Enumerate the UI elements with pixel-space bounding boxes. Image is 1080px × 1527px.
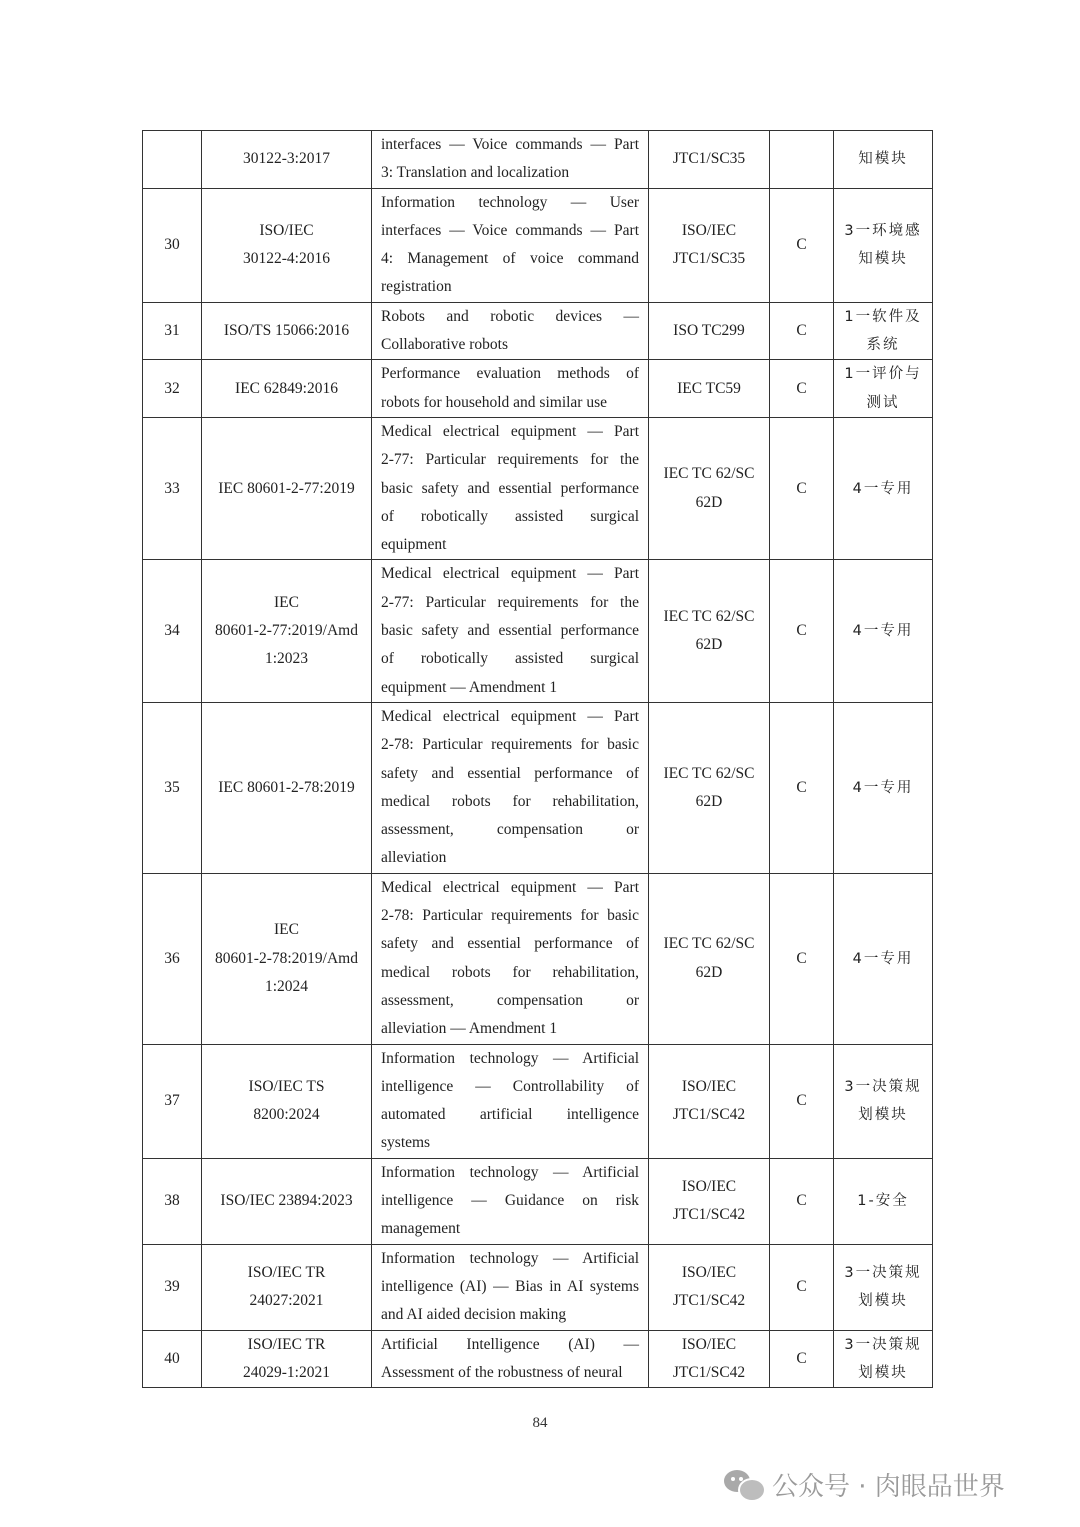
cell-standard-title-line: Collaborative robots	[381, 336, 508, 354]
cell-standard-code	[202, 560, 372, 703]
cell-standard-code-line: IEC 80601-2-78:2019	[218, 778, 355, 796]
cell-standard-title	[372, 873, 649, 1044]
cell-number: 33	[143, 417, 202, 560]
cell-committee-line: JTC1/SC42	[672, 1106, 746, 1124]
cell-standard-title-line: equipment	[381, 536, 447, 554]
cell-category	[834, 131, 933, 189]
standards-table-body	[143, 131, 933, 1388]
cell-category	[834, 302, 933, 360]
cell-number: 38	[143, 1158, 202, 1244]
cell-standard-code-line: 1:2024	[264, 977, 309, 995]
cell-standard-code	[202, 360, 372, 418]
cell-committee-line: IEC TC 62/SC	[663, 935, 755, 953]
table-row	[143, 360, 933, 418]
cell-type	[770, 131, 834, 189]
cell-type: C	[770, 560, 834, 703]
cell-standard-code-line: 80601-2-77:2019/Amd	[215, 622, 358, 640]
cell-standard-title-line: interfaces — Voice commands — Part	[381, 136, 639, 153]
cell-committee-line: ISO/IEC	[681, 1177, 737, 1195]
cell-committee	[649, 360, 770, 418]
wechat-icon	[724, 1468, 764, 1500]
cell-number: 31	[143, 302, 202, 360]
cell-standard-title-line: alleviation — Amendment 1	[381, 1020, 558, 1038]
table-row	[143, 417, 933, 560]
cell-standard-title	[372, 702, 649, 873]
cell-standard-title	[372, 131, 649, 189]
cell-standard-title-line: of robotically assisted surgical	[381, 650, 639, 668]
cell-category-line: 知模块	[858, 151, 908, 168]
cell-standard-title-line: registration	[381, 278, 452, 296]
cell-standard-title	[372, 560, 649, 703]
cell-committee	[649, 1158, 770, 1244]
table-row	[143, 702, 933, 873]
table-row	[143, 302, 933, 360]
cell-committee-line: IEC TC 62/SC	[663, 764, 755, 782]
cell-category-line: 划模块	[858, 1293, 908, 1310]
cell-committee	[649, 1244, 770, 1330]
cell-type: C	[770, 302, 834, 360]
cell-standard-title-line: systems	[381, 1134, 431, 1152]
cell-type: C	[770, 1158, 834, 1244]
cell-standard-code-line: 1:2023	[264, 650, 309, 668]
cell-type: C	[770, 873, 834, 1044]
cell-standard-title-line: and AI aided decision making	[381, 1306, 567, 1324]
cell-standard-code-line: ISO/IEC	[259, 221, 314, 239]
table-row	[143, 1330, 933, 1388]
cell-standard-title-line: Medical electrical equipment — Part	[381, 707, 639, 725]
cell-standard-code-line: 24027:2021	[249, 1292, 324, 1310]
cell-committee	[649, 873, 770, 1044]
watermark-text: 公众号 · 肉眼品世界	[772, 1471, 1005, 1502]
cell-standard-title-line: 4: Management of voice command	[381, 250, 639, 268]
cell-type: C	[770, 1044, 834, 1158]
cell-standard-code-line: 30122-3:2017	[243, 150, 330, 168]
cell-committee-line: JTC1/SC35	[672, 150, 746, 168]
cell-standard-code-line: IEC 62849:2016	[235, 379, 338, 397]
cell-standard-code-line: ISO/IEC 23894:2023	[220, 1192, 353, 1210]
cell-standard-title-line: alleviation	[381, 849, 447, 867]
table-row	[143, 1244, 933, 1330]
cell-standard-code	[202, 131, 372, 189]
cell-standard-title-line: basic safety and essential performance	[381, 622, 639, 640]
cell-category	[834, 417, 933, 560]
cell-standard-code-line: IEC	[274, 593, 299, 611]
cell-standard-title-line: medical robots for rehabilitation,	[381, 792, 639, 810]
cell-category	[834, 188, 933, 302]
table-row	[143, 560, 933, 703]
cell-category-line: 4一专用	[852, 950, 914, 967]
cell-standard-title-line: assessment, compensation or	[381, 821, 639, 839]
cell-standard-title	[372, 188, 649, 302]
cell-standard-code-line: IEC	[274, 921, 299, 939]
cell-committee	[649, 702, 770, 873]
table-row	[143, 131, 933, 189]
cell-committee-line: 62D	[695, 963, 723, 981]
cell-standard-title	[372, 1158, 649, 1244]
cell-standard-title-line: Performance evaluation methods of	[381, 365, 639, 383]
cell-number: 39	[143, 1244, 202, 1330]
cell-standard-title	[372, 1044, 649, 1158]
cell-committee-line: ISO TC299	[673, 321, 745, 339]
cell-category-line: 4一专用	[852, 779, 914, 796]
cell-standard-code	[202, 1244, 372, 1330]
table-row	[143, 873, 933, 1044]
cell-category	[834, 1044, 933, 1158]
cell-type: C	[770, 1244, 834, 1330]
cell-standard-title-line: intelligence — Guidance on risk	[381, 1192, 639, 1210]
cell-category	[834, 1158, 933, 1244]
cell-committee-line: JTC1/SC42	[672, 1363, 746, 1381]
cell-number	[143, 131, 202, 189]
cell-type: C	[770, 188, 834, 302]
table-row	[143, 1044, 933, 1158]
cell-category-line: 4一专用	[852, 480, 914, 497]
cell-committee	[649, 302, 770, 360]
cell-category	[834, 560, 933, 703]
cell-standard-code	[202, 302, 372, 360]
cell-standard-title-line: 2-77: Particular requirements for the	[381, 451, 639, 469]
cell-standard-title-line: 2-77: Particular requirements for the	[381, 593, 639, 611]
cell-standard-title-line: basic safety and essential performance	[381, 479, 639, 497]
cell-type: C	[770, 360, 834, 418]
cell-category-line: 3一决策规	[844, 1264, 922, 1281]
cell-committee	[649, 560, 770, 703]
cell-standard-title-line: Artificial Intelligence (AI) —	[381, 1335, 639, 1353]
cell-committee-line: IEC TC 62/SC	[663, 465, 755, 483]
cell-number: 37	[143, 1044, 202, 1158]
cell-category-line: 1一评价与	[844, 366, 922, 383]
cell-standard-title	[372, 360, 649, 418]
cell-category-line: 1-安全	[857, 1193, 909, 1210]
cell-standard-code-line: IEC 80601-2-77:2019	[218, 479, 355, 497]
cell-standard-title	[372, 1244, 649, 1330]
cell-committee	[649, 1330, 770, 1388]
cell-standard-code-line: ISO/IEC TR	[247, 1335, 326, 1353]
cell-committee	[649, 417, 770, 560]
cell-committee	[649, 1044, 770, 1158]
table-row	[143, 1158, 933, 1244]
cell-number: 32	[143, 360, 202, 418]
cell-committee-line: JTC1/SC35	[672, 250, 746, 268]
cell-category	[834, 360, 933, 418]
cell-category-line: 划模块	[858, 1107, 908, 1124]
cell-standard-title-line: robots for household and similar use	[381, 393, 608, 411]
cell-category-line: 1一软件及	[844, 308, 922, 325]
cell-category-line: 划模块	[858, 1364, 908, 1381]
cell-number: 34	[143, 560, 202, 703]
cell-type: C	[770, 1330, 834, 1388]
cell-standard-title-line: Medical electrical equipment — Part	[381, 565, 639, 583]
cell-number: 35	[143, 702, 202, 873]
cell-category	[834, 873, 933, 1044]
cell-standard-code	[202, 873, 372, 1044]
cell-type: C	[770, 702, 834, 873]
cell-standard-title-line: Assessment of the robustness of neural	[381, 1363, 623, 1381]
cell-committee-line: IEC TC59	[677, 379, 741, 397]
cell-standard-code	[202, 1330, 372, 1388]
cell-standard-code-line: 80601-2-78:2019/Amd	[215, 949, 358, 967]
cell-number: 30	[143, 188, 202, 302]
cell-category-line: 3一决策规	[844, 1078, 922, 1095]
cell-standard-title-line: 3: Translation and localization	[381, 164, 570, 182]
cell-category	[834, 702, 933, 873]
cell-standard-title-line: 2-78: Particular requirements for basic	[381, 736, 639, 754]
cell-standard-title-line: Medical electrical equipment — Part	[381, 878, 639, 896]
cell-standard-code	[202, 1158, 372, 1244]
cell-standard-code-line: 24029-1:2021	[243, 1363, 330, 1381]
page-number: 84	[532, 1415, 548, 1431]
cell-standard-code	[202, 188, 372, 302]
cell-standard-title-line: management	[381, 1220, 461, 1238]
cell-standard-code-line: 30122-4:2016	[243, 250, 330, 268]
cell-standard-title-line: assessment, compensation or	[381, 991, 639, 1009]
cell-standard-title-line: interfaces — Voice commands — Part	[381, 221, 639, 239]
cell-committee-line: 62D	[695, 636, 723, 654]
cell-category	[834, 1244, 933, 1330]
cell-committee	[649, 188, 770, 302]
cell-standard-title	[372, 1330, 649, 1388]
cell-standard-title-line: Medical electrical equipment — Part	[381, 422, 639, 440]
cell-committee-line: JTC1/SC42	[672, 1292, 746, 1310]
cell-committee-line: 62D	[695, 493, 723, 511]
cell-standard-title-line: medical robots for rehabilitation,	[381, 963, 639, 981]
cell-committee-line: 62D	[695, 792, 723, 810]
table-row	[143, 188, 933, 302]
cell-number: 36	[143, 873, 202, 1044]
cell-standard-title	[372, 302, 649, 360]
cell-number: 40	[143, 1330, 202, 1388]
cell-committee-line: ISO/IEC	[681, 1077, 737, 1095]
cell-standard-title-line: intelligence (AI) — Bias in AI systems	[381, 1277, 639, 1295]
standards-table	[142, 130, 933, 1388]
watermark	[724, 1464, 1005, 1504]
cell-standard-title-line: 2-78: Particular requirements for basic	[381, 907, 639, 925]
cell-standard-title-line: equipment — Amendment 1	[381, 678, 558, 696]
cell-standard-title-line: safety and essential performance of	[381, 764, 639, 782]
cell-standard-title-line: automated artificial intelligence	[381, 1106, 639, 1124]
cell-standard-title	[372, 417, 649, 560]
cell-standard-code-line: ISO/IEC TR	[247, 1263, 326, 1281]
cell-standard-title-line: intelligence — Controllability of	[381, 1077, 639, 1095]
cell-committee-line: IEC TC 62/SC	[663, 607, 755, 625]
cell-type: C	[770, 417, 834, 560]
cell-standard-code-line: 8200:2024	[253, 1106, 320, 1124]
cell-category	[834, 1330, 933, 1388]
cell-standard-title-line: Information technology — Artificial	[381, 1249, 639, 1267]
cell-category-line: 知模块	[858, 251, 908, 268]
cell-standard-code	[202, 417, 372, 560]
cell-committee-line: ISO/IEC	[681, 221, 737, 239]
cell-committee-line: ISO/IEC	[681, 1263, 737, 1281]
cell-standard-code	[202, 1044, 372, 1158]
cell-standard-title-line: Robots and robotic devices —	[381, 307, 639, 325]
cell-standard-title-line: safety and essential performance of	[381, 935, 639, 953]
cell-standard-code	[202, 702, 372, 873]
cell-standard-title-line: of robotically assisted surgical	[381, 507, 639, 525]
cell-category-line: 3一决策规	[844, 1336, 922, 1353]
cell-category-line: 4一专用	[852, 623, 914, 640]
cell-standard-title-line: Information technology — Artificial	[381, 1049, 639, 1067]
cell-category-line: 系统	[866, 337, 900, 354]
cell-standard-title-line: Information technology — User	[381, 193, 639, 211]
cell-committee-line: JTC1/SC42	[672, 1206, 746, 1224]
cell-standard-code-line: ISO/TS 15066:2016	[223, 321, 350, 339]
cell-category-line: 3一环境感	[844, 222, 922, 239]
cell-committee-line: ISO/IEC	[681, 1335, 737, 1353]
cell-category-line: 测试	[866, 394, 900, 411]
cell-standard-title-line: Information technology — Artificial	[381, 1163, 639, 1181]
cell-committee	[649, 131, 770, 189]
cell-standard-code-line: ISO/IEC TS	[248, 1077, 325, 1095]
